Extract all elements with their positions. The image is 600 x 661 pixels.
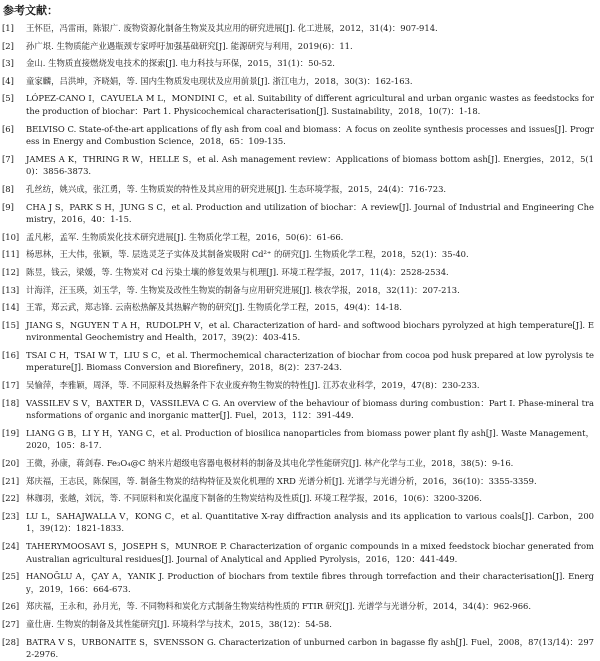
reference-item [2,201,594,226]
reference-text: 王霏，郑云武，郑志锋. 云南松热解及其热解产物的研究[J]. 生物质化学工程，2015，49(4)：14-18. [26,302,402,313]
reference-item [2,301,594,314]
reference-number: [2] [2,40,14,51]
reference-number: [27] [2,618,20,629]
reference-number: [6] [2,123,14,134]
reference-number: [15] [2,319,20,330]
reference-text: JAMES A K，THRING R W，HELLE S，et al. Ash management review：Applications of biomass bottom ash[J]. Energies，2012，5(10)：3856-3873. [26,153,594,177]
reference-number: [16] [2,349,20,360]
reference-number: [5] [2,93,14,104]
reference-item [2,75,594,88]
reference-text: 童家麟，吕洪坤，齐晓娟，等. 国内生物质发电现状及应用前景[J]. 浙江电力，2018，30(3)：162-163. [26,75,413,86]
reference-text: BATRA V S，URBONAITE S，SVENSSON G. Characterization of unburned carbon in bagasse fly ash[J]. Fuel，2008，87(13/14)：2972-2976. [26,636,594,660]
reference-text: 郑庆福，王永和，孙月光，等. 不同物料和炭化方式制备生物炭结构性质的 FTIR 研究[J]. 光谱学与光谱分析，2014，34(4)：962-966. [26,601,532,612]
reference-item [2,427,594,452]
reference-text: LIANG G B，LI Y H，YANG C，et al. Production of biosilica nanoparticles from biomass power plant fly ash[J]. Waste Management，2020，105：8-17. [26,427,594,451]
reference-item [2,540,594,565]
reference-item [2,492,594,505]
reference-text: TAHERYMOOSAVI S，JOSEPH S，MUNROE P. Characterization of organic compounds in a mixed feedstock biochar generated from Australian agricultural residues[J]. Journal of Analytical and Applied Pyrolysis，2016，120：441-449. [26,541,594,564]
reference-text: 童仕唐. 生物炭的制备及其性能研究[J]. 环境科学与技术，2015，38(12)：54-58. [26,618,332,629]
reference-number: [23] [2,510,20,521]
reference-item [2,153,594,178]
reference-number: [18] [2,397,20,408]
reference-item [2,40,594,53]
reference-number: [13] [2,284,20,295]
reference-text: 孔丝纺，姚兴成，张江勇，等. 生物质炭的特性及其应用的研究进展[J]. 生态环境学报，2015，24(4)：716-723. [26,183,447,194]
reference-number: [25] [2,571,20,582]
reference-text: 金山. 生物质直接燃烧发电技术的探索[J]. 电力科技与环保，2015，31(1)：50-52. [26,58,335,69]
reference-number: [22] [2,493,20,504]
reference-number: [14] [2,302,20,313]
reference-item [2,618,594,631]
reference-text: 郑庆福，王志民，陈保国，等. 制备生物炭的结构特征及炭化机理的 XRD 光谱分析[J]. 光谱学与光谱分析，2016，36(10)：3355-3359. [26,475,537,486]
reference-number: [24] [2,541,20,551]
reference-item [2,123,594,148]
reference-text: 林珈羽，张越，刘沅，等. 不同原料和炭化温度下制备的生物炭结构及性质[J]. 环境工程学报，2016，10(6)：3200-3206. [26,493,482,504]
reference-number: [11] [2,249,20,260]
reference-number: [19] [2,427,20,438]
reference-item [2,266,594,279]
reference-number: [7] [2,153,14,164]
reference-item [2,284,594,297]
reference-number: [26] [2,601,20,612]
reference-text: VASSILEV S V，BAXTER D，VASSILEVA C G. An overview of the behaviour of biomass during combustion：Part I. Phase-mineral transformations of organic and inorganic matter[J]. Fuel，2013，112：391-449. [26,397,594,421]
reference-number: [21] [2,475,20,486]
reference-item [2,248,594,261]
reference-item [2,22,594,35]
reference-item [2,457,594,470]
reference-text: 杨思林，王大伟，张颖，等. 层选灵芝子实体及其制备炭吸附 Cd²⁺ 的研究[J]. 生物质化学工程，2018，52(1)：35-40. [26,249,469,260]
reference-item [2,397,594,422]
reference-text: 孟凡彬，孟军. 生物质炭化技术研究进展[J]. 生物质化学工程，2016，50(6)：61-66. [26,231,344,242]
reference-item [2,510,594,535]
reference-text: 王微，孙康，蒋剑春. Fe₃O₄@C 纳米片超级电容器电极材料的制备及其电化学性能研究[J]. 林产化学与工业，2018，38(5)：9-16. [26,458,514,469]
reference-number: [4] [2,75,14,86]
reference-item [2,319,594,344]
reference-item [2,636,594,661]
reference-text: JIANG S，NGUYEN T A H，RUDOLPH V，et al. Characterization of hard- and softwood biochars pyrolyzed at high temperature[J]. Environmental Geochemistry and Health，2017，39(2)：403-415. [26,319,594,343]
reference-item [2,349,594,374]
reference-number: [8] [2,183,14,194]
reference-text: 计海洋，汪玉瑛，刘玉学，等. 生物炭及改性生物炭的制备与应用研究进展[J]. 核农学报，2018，32(11)：207-213. [26,284,460,295]
reference-number: [1] [2,23,14,33]
reference-number: [17] [2,380,20,391]
reference-item [2,570,594,595]
references-heading: 参考文献： [3,4,58,17]
reference-text: HANOĞLU A，ÇAY A，YANIK J. Production of biochars from textile fibres through torrefaction and their characterisation[J]. Energy，2019，166：664-673. [26,571,594,594]
reference-text: LÓPEZ-CANO I，CAYUELA M L，MONDINI C，et al. Suitability of different agricultural and urban organic wastes as feedstocks for the production of biochar：Part 1. Physicochemical characterisation[J]. Sustainability，2018，10(7)：1-18. [26,93,594,116]
reference-item [2,57,594,70]
reference-text: 王怀臣，冯雷雨，陈银广. 废物资源化制备生物炭及其应用的研究进展[J]. 化工进展，2012，31(4)：907-914. [26,23,438,33]
reference-item [2,183,594,196]
reference-text: BELVISO C. State-of-the-art applications of fly ash from coal and biomass：A focus on zeolite synthesis processes and issues[J]. Progress in Energy and Combustion Science，2018，65：109-135. [26,123,594,147]
reference-item [2,600,594,613]
reference-text: LU L，SAHAJWALLA V，KONG C，et al. Quantitative X-ray diffraction analysis and its application to various coals[J]. Carbon，2001，39(12)：1821-1833. [26,510,594,534]
reference-item [2,231,594,244]
reference-text: CHA J S，PARK S H，JUNG S C，et al. Production and utilization of biochar：A review[J]. Journal of Industrial and Engineering Chemistry，2016，40：1-15. [26,201,594,225]
reference-item [2,92,594,117]
reference-item [2,379,594,392]
reference-item [2,475,594,488]
reference-number: [20] [2,458,20,469]
reference-list [2,22,594,661]
reference-text: 孙广垠. 生物质能产业遇瓶颈专家呼吁加强基础研究[J]. 能源研究与利用，2019(6)：11. [26,40,353,51]
reference-text: TSAI C H，TSAI W T，LIU S C，et al. Thermochemical characterization of biochar from cocoa pod husk prepared at low pyrolysis temperature[J]. Biomass Conversion and Biorefinery，2018，8(2)：237-243. [26,349,594,373]
reference-number: [3] [2,58,14,69]
reference-number: [9] [2,201,14,212]
reference-text: 吴愉萍，李雅颖，周泽，等. 不同原料及热解条件下农业废弃物生物炭的特性[J]. 江苏农业科学，2019，47(8)：230-233. [26,380,480,391]
reference-number: [28] [2,636,20,647]
reference-number: [12] [2,266,20,277]
reference-text: 陈昱，钱云，梁媛，等. 生物炭对 Cd 污染土壤的修复效果与机理[J]. 环境工程学报，2017，11(4)：2528-2534. [26,266,449,277]
reference-number: [10] [2,231,20,242]
